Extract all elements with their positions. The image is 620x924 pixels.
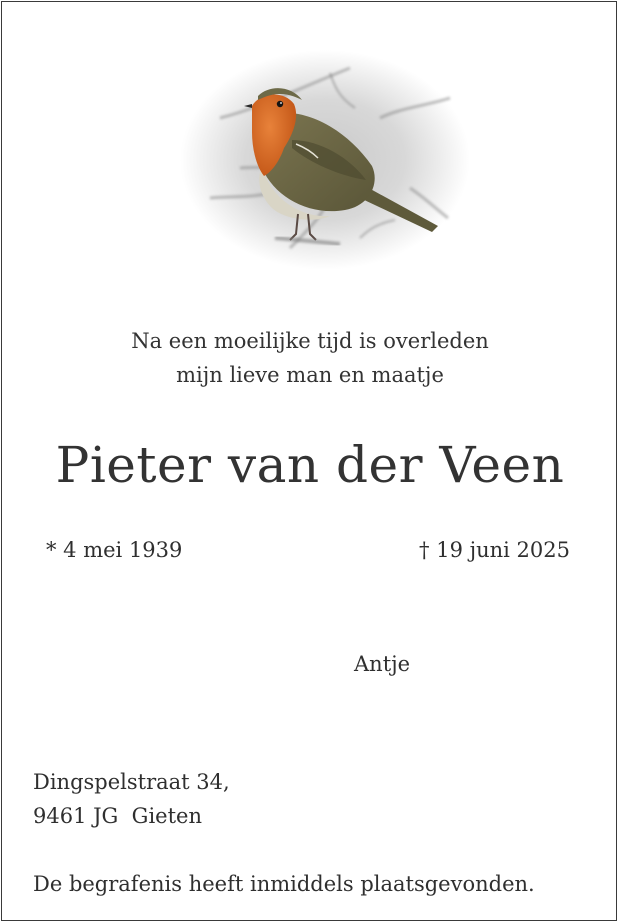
death-date: † 19 juni 2025	[419, 538, 570, 562]
robin-bird-image	[180, 48, 470, 272]
intro-line-1: Na een moeilijke tijd is overleden	[131, 329, 489, 353]
address-city: 9461 JG Gieten	[33, 804, 202, 828]
birth-date: * 4 mei 1939	[46, 538, 183, 562]
deceased-name: Pieter van der Veen	[55, 436, 565, 494]
address-street: Dingspelstraat 34,	[33, 770, 230, 794]
signed-by: Antje	[354, 652, 411, 676]
intro-line-2: mijn lieve man en maatje	[176, 363, 444, 387]
funeral-notice: De begrafenis heeft inmiddels plaatsgevonden.	[33, 872, 535, 896]
